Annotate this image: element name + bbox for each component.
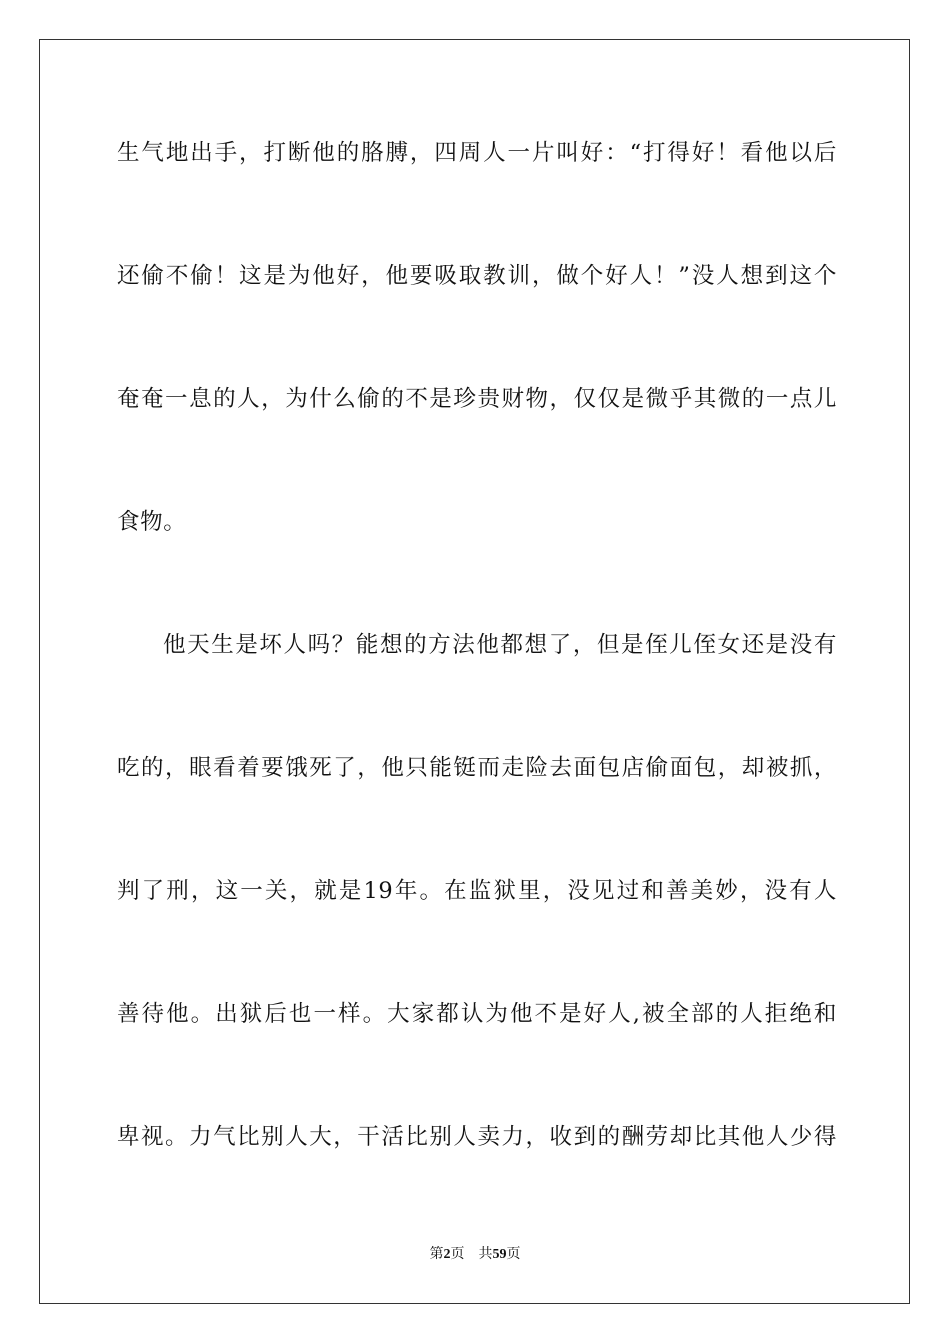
page-number: 2 bbox=[443, 1247, 451, 1262]
total-pages: 59 bbox=[492, 1247, 507, 1262]
text-line-7: 判了刑，这一关，就是19年。在监狱里，没见过和善美妙，没有人 bbox=[117, 878, 837, 904]
page-footer bbox=[0, 1245, 950, 1264]
text-line-2: 还偷不偷！这是为他好，他要吸取教训，做个好人！”没人想到这个 bbox=[117, 263, 837, 289]
text-line-4: 食物。 bbox=[117, 509, 187, 535]
text-line-1: 生气地出手，打断他的胳膊，四周人一片叫好：“打得好！看他以后 bbox=[117, 140, 837, 166]
page-prefix: 第 bbox=[429, 1246, 444, 1262]
page-border bbox=[39, 39, 910, 1304]
text-line-3: 奄奄一息的人，为什么偷的不是珍贵财物，仅仅是微乎其微的一点儿 bbox=[117, 386, 837, 412]
text-line-9: 卑视。力气比别人大，干活比别人卖力，收到的酬劳却比其他人少得 bbox=[117, 1124, 837, 1150]
page-suffix: 页 bbox=[450, 1246, 465, 1262]
total-prefix: 共 bbox=[478, 1246, 493, 1262]
text-line-6: 吃的，眼看着要饿死了，他只能铤而走险去面包店偷面包，却被抓， bbox=[117, 755, 837, 781]
text-line-8: 善待他。出狱后也一样。大家都认为他不是好人,被全部的人拒绝和 bbox=[117, 1001, 837, 1027]
paragraph-start-line: 他天生是坏人吗？能想的方法他都想了，但是侄儿侄女还是没有 bbox=[163, 632, 837, 658]
total-suffix: 页 bbox=[506, 1246, 521, 1262]
